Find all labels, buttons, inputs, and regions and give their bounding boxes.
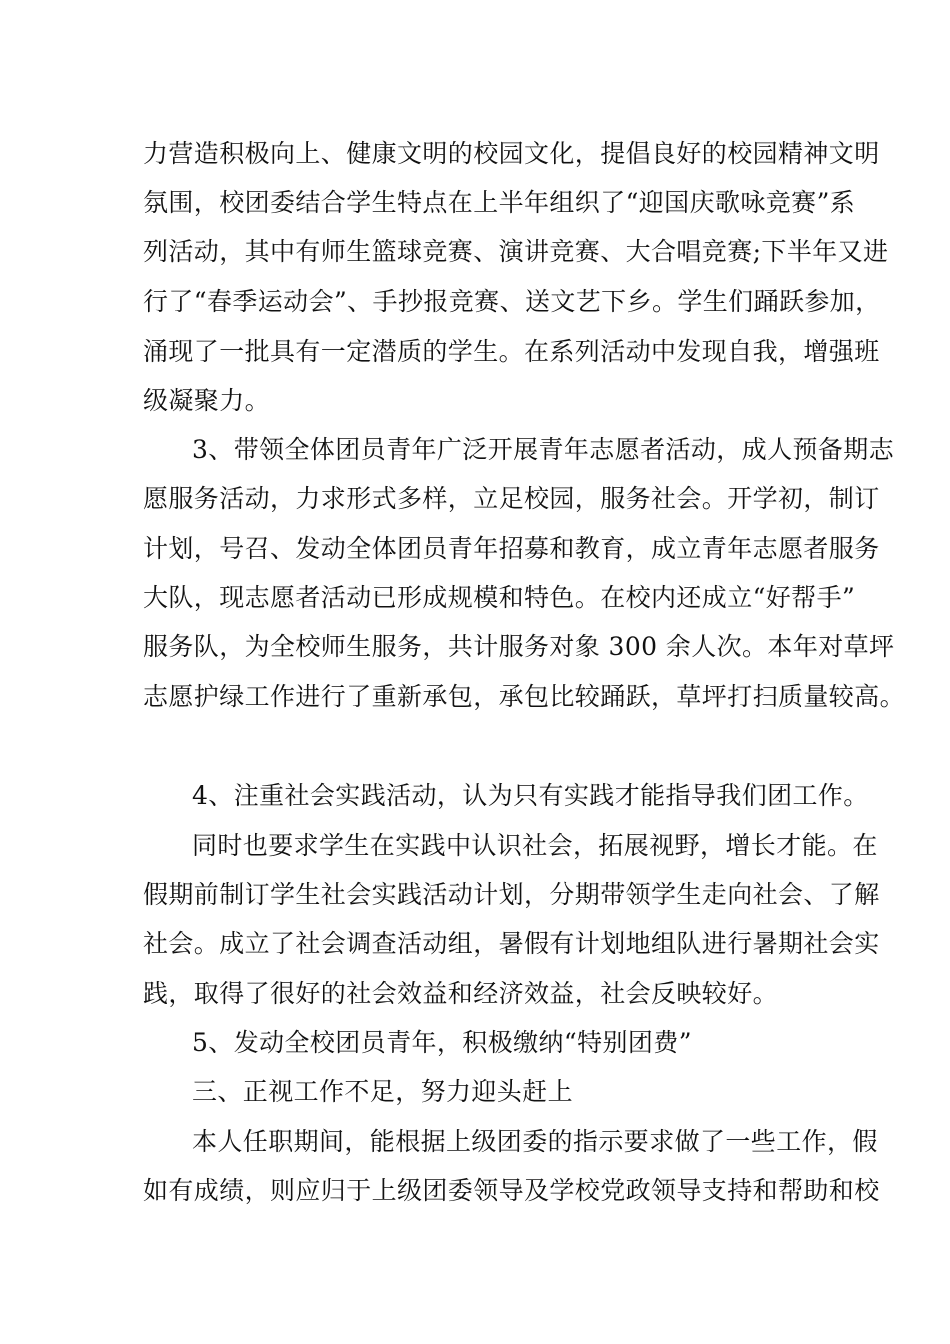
text-line: 列活动，其中有师生篮球竞赛、演讲竞赛、大合唱竞赛;下半年又进 <box>143 237 889 266</box>
text-line: 力营造积极向上、健康文明的校园文化，提倡良好的校园精神文明 <box>143 139 880 168</box>
text-line: 氛围，校团委结合学生特点在上半年组织了“迎国庆歌咏竞赛”系 <box>143 188 856 217</box>
text-line: 计划，号召、发动全体团员青年招募和教育，成立青年志愿者服务 <box>143 534 880 563</box>
paragraph-start: 同时也要求学生在实践中认识社会，拓展视野，增长才能。在 <box>192 831 878 860</box>
text-line: 涌现了一批具有一定潜质的学生。在系列活动中发现自我，增强班 <box>143 337 880 366</box>
text-line: 假期前制订学生社会实践活动计划，分期带领学生走向社会、了解 <box>143 880 880 909</box>
paragraph-start: 本人任职期间，能根据上级团委的指示要求做了一些工作，假 <box>192 1127 878 1156</box>
text-line: 服务队，为全校师生服务，共计服务对象 300 余人次。本年对草坪 <box>143 632 895 661</box>
paragraph-4-start: 4、注重社会实践活动，认为只有实践才能指导我们团工作。 <box>192 781 869 810</box>
text-line: 行了“春季运动会”、手抄报竞赛、送文艺下乡。学生们踊跃参加， <box>143 287 881 316</box>
paragraph-5-start: 5、发动全校团员青年，积极缴纳“特别团费” <box>192 1028 692 1057</box>
paragraph-3-start: 3、带领全体团员青年广泛开展青年志愿者活动，成人预备期志 <box>192 435 895 464</box>
text-line: 大队，现志愿者活动已形成规模和特色。在校内还成立“好帮手” <box>143 583 856 612</box>
text-line: 社会。成立了社会调查活动组，暑假有计划地组队进行暑期社会实 <box>143 929 880 958</box>
text-line: 级凝聚力。 <box>143 386 271 415</box>
text-line: 志愿护绿工作进行了重新承包，承包比较踊跃，草坪打扫质量较高。 <box>143 682 906 711</box>
text-line: 愿服务活动，力求形式多样，立足校园，服务社会。开学初，制订 <box>143 484 880 513</box>
text-line: 践，取得了很好的社会效益和经济效益，社会反映较好。 <box>143 979 779 1008</box>
text-line: 如有成绩，则应归于上级团委领导及学校党政领导支持和帮助和校 <box>143 1176 880 1205</box>
section-heading: 三、正视工作不足，努力迎头赶上 <box>192 1077 574 1106</box>
